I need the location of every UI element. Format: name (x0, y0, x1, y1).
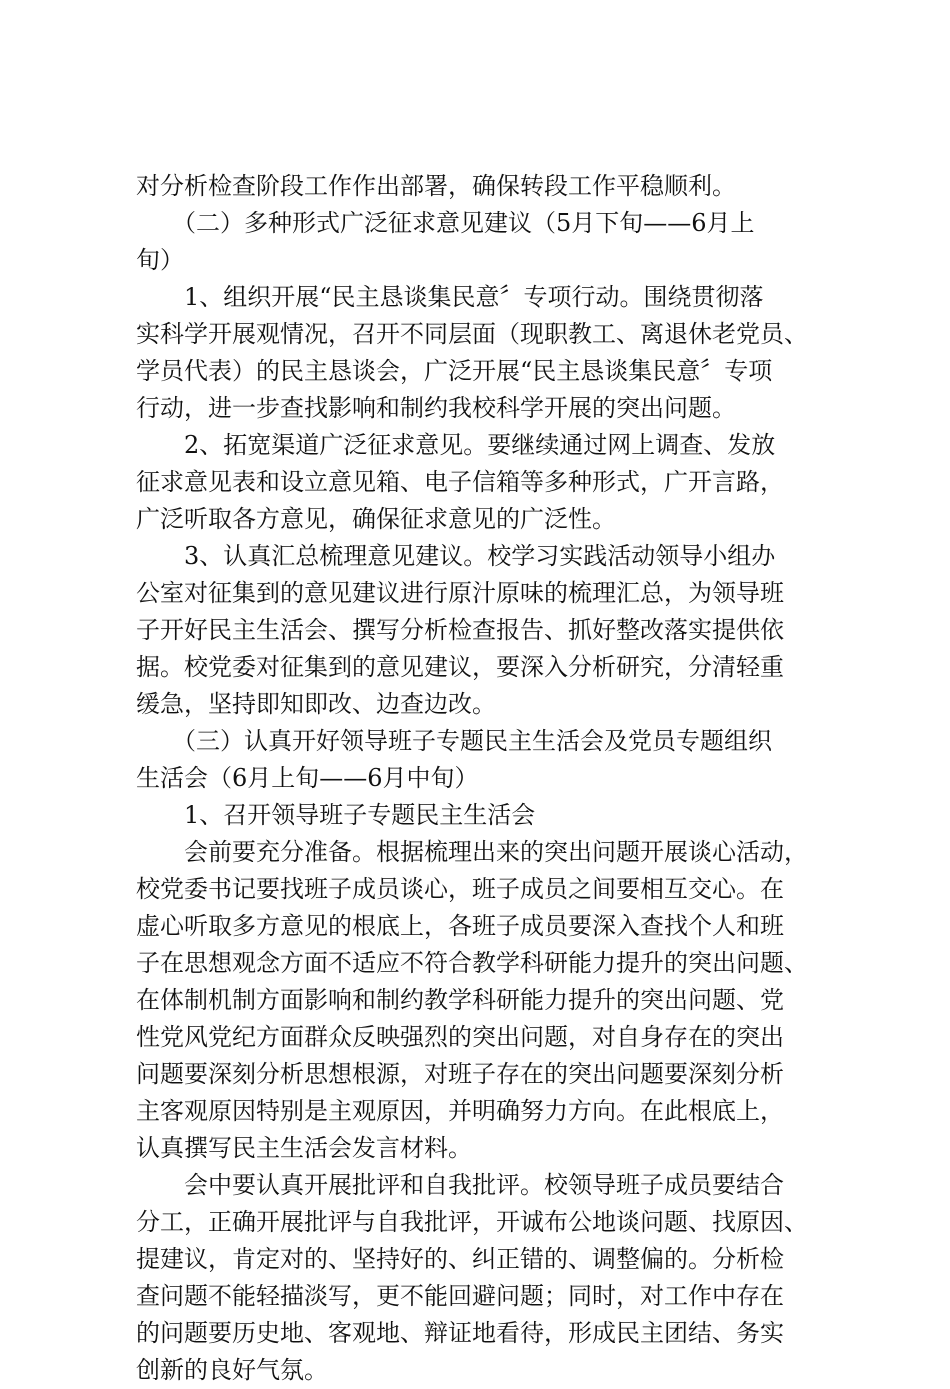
text-line: 提建议，肯定对的、坚持好的、纠正错的、调整偏的。分析检 (136, 1245, 784, 1273)
text-line: 性党风党纪方面群众反映强烈的突出问题，对自身存在的突出 (136, 1023, 784, 1051)
text-line: 1、组织开展“民主恳谈集民意〞专项行动。围绕贯彻落 (184, 283, 764, 311)
text-line: 3、认真汇总梳理意见建议。校学习实践活动领导小组办 (184, 542, 776, 570)
text-line: 查问题不能轻描淡写，更不能回避问题；同时，对工作中存在 (136, 1282, 784, 1310)
text-line: 校党委书记要找班子成员谈心，班子成员之间要相互交心。在 (136, 875, 784, 903)
text-line: 创新的良好气氛。 (136, 1356, 328, 1384)
text-line: 问题要深刻分析思想根源，对班子存在的突出问题要深刻分析 (136, 1060, 784, 1088)
text-line: 在体制机制方面影响和制约教学科研能力提升的突出问题、党 (136, 986, 784, 1014)
text-line: 生活会（6月上旬——6月中旬） (136, 764, 479, 792)
text-line: 实科学开展观情况，召开不同层面（现职教工、离退休老党员、 (136, 320, 808, 348)
text-line: 主客观原因特别是主观原因，并明确努力方向。在此根底上， (136, 1097, 784, 1125)
text-line: 会前要充分准备。根据梳理出来的突出问题开展谈心活动， (184, 838, 808, 866)
text-line: 缓急，坚持即知即改、边查边改。 (136, 690, 496, 718)
section-heading-line: （三）认真开好领导班子专题民主生活会及党员专题组织 (172, 727, 772, 755)
text-line: 对分析检查阶段工作作出部署，确保转段工作平稳顺利。 (136, 172, 736, 200)
text-line: 广泛听取各方意见，确保征求意见的广泛性。 (136, 505, 616, 533)
text-line: 认真撰写民主生活会发言材料。 (136, 1134, 472, 1162)
text-line: 2、拓宽渠道广泛征求意见。要继续通过网上调查、发放 (184, 431, 776, 459)
section-heading-line: （二）多种形式广泛征求意见建议（5月下旬——6月上 (172, 209, 755, 237)
text-line: 1、召开领导班子专题民主生活会 (184, 801, 536, 829)
text-line: 公室对征集到的意见建议进行原汁原味的梳理汇总，为领导班 (136, 579, 784, 607)
text-line: 征求意见表和设立意见箱、电子信箱等多种形式，广开言路， (136, 468, 784, 496)
text-line: 学员代表）的民主恳谈会，广泛开展“民主恳谈集民意〞专项 (136, 357, 773, 385)
text-line: 据。校党委对征集到的意见建议，要深入分析研究，分清轻重 (136, 653, 784, 681)
text-line: 分工，正确开展批评与自我批评，开诚布公地谈问题、找原因、 (136, 1208, 808, 1236)
text-line: 子在思想观念方面不适应不符合教学科研能力提升的突出问题、 (136, 949, 808, 977)
text-line: 会中要认真开展批评和自我批评。校领导班子成员要结合 (184, 1171, 784, 1199)
text-line: 子开好民主生活会、撰写分析检查报告、抓好整改落实提供依 (136, 616, 784, 644)
text-line: 虚心听取多方意见的根底上，各班子成员要深入查找个人和班 (136, 912, 784, 940)
text-line: 的问题要历史地、客观地、辩证地看待，形成民主团结、务实 (136, 1319, 784, 1347)
text-line: 旬） (136, 246, 184, 274)
text-line: 行动，进一步查找影响和制约我校科学开展的突出问题。 (136, 394, 736, 422)
document-body (136, 168, 836, 1389)
